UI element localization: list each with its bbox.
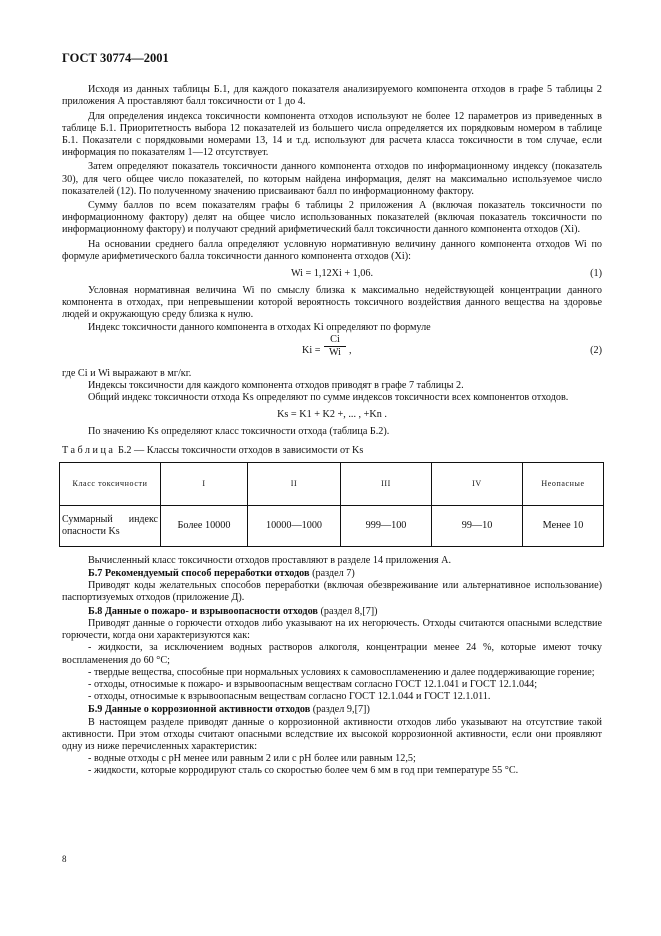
document-header: ГОСТ 30774—2001 (62, 51, 169, 65)
page-content (62, 52, 602, 778)
paragraph-8: где Ci и Wi выражают в мг/кг. (62, 367, 192, 379)
section-b9-title: Б.9 Данные о коррозионной активности отходов (88, 704, 311, 716)
table-header-cell: III (341, 462, 432, 505)
section-b8-ref: (раздел 8,[7]) (320, 605, 378, 617)
table-cell: 99—10 (432, 505, 523, 546)
paragraph-15: В настоящем разделе приводят данные о коррозионной активности отходов либо указывают на отсутствие такой активности. При этом отходы считают опасными вследствие их высокой коррозионной активности, если они проявляют одну из ниже перечисленных характеристик: (62, 716, 602, 752)
table-header-cell: II (248, 462, 341, 505)
table-header-cell: IV (432, 462, 523, 505)
formula-1-number: (1) (590, 268, 602, 280)
list-item: - твердые вещества, способные при нормальных условиях к самовоспламенению и далее поддерживающие горение; (88, 666, 595, 678)
list-item: - отходы, относимые к взрывоопасным веществам согласно ГОСТ 12.1.044 и ГОСТ 12.1.011. (88, 691, 491, 703)
paragraph-7: Индекс токсичности данного компонента в отходах Ki определяют по формуле (88, 321, 431, 333)
paragraph-5: На основании среднего балла определяют условную нормативную величину данного компонента отходов Wi по формуле арифметического балла токсичности данного компонента отходов (Xi): (62, 238, 602, 262)
table-row (60, 505, 604, 546)
table-caption-text: Б.2 — Классы токсичности отходов в зависимости от Ks (117, 444, 364, 456)
formula-1-expression: Wi = 1,12Xi + 1,06. (290, 268, 374, 280)
paragraph-11: По значению Ks определяют класс токсичности отхода (таблица Б.2). (88, 426, 390, 438)
section-b9-ref: (раздел 9,[7]) (312, 704, 370, 716)
list-item: - водные отходы с pH менее или равным 2 или с pH более или равным 12,5; (88, 753, 416, 765)
table-caption-prefix: Таблица (62, 444, 116, 456)
table-header-cell: I (161, 462, 248, 505)
list-item: - отходы, относимые к пожаро- и взрывоопасным веществам согласно ГОСТ 12.1.041 и ГОСТ 12.1.044; (88, 678, 538, 690)
paragraph-6: Условная нормативная величина Wi по смыслу близка к максимально недействующей концентрации данного компонента в отходах, при непревышении которой вероятность токсичного воздействия данного вещества на здоровье людей и окружающую среду близка к нулю. (62, 285, 602, 321)
table-cell: Суммарный индекс опасности Ks (60, 505, 161, 546)
section-b8-heading (62, 606, 602, 618)
section-b7-ref: (раздел 7) (312, 568, 355, 580)
formula-2 (62, 334, 602, 368)
section-b9-heading (62, 704, 602, 716)
table-header-cell: Класс токсичности (60, 462, 161, 505)
paragraph-2: Для определения индекса токсичности компонента отходов используют не более 12 параметров из приведенных в таблице Б.1. Приоритетность выбора 12 показателей из большего числа определяется их порядковым номером в таблице Б.1. Показатели с порядковыми номерами 13, 14 и т.д. используют для расчета класса токсичности в том случае, если информация по показателям 1—12 отсутствует. (62, 110, 602, 159)
formula-3-expression: Ks = K1 + K2 +, ... , +Kn . (277, 409, 387, 421)
paragraph-4: Сумму баллов по всем показателям графы 6 таблицы 2 приложения А (включая показатель токсичности по информационному фактору) делят на общее число использованных показателей (включая показатель токсичности по информационному фактору) и получают средний арифметический балл токсичности данного компонента отходов (Xi). (62, 200, 602, 236)
formula-2-comma: , (349, 344, 352, 356)
section-b8-title: Б.8 Данные о пожаро- и взрывоопасности отходов (88, 605, 318, 617)
toxicity-class-table (59, 462, 604, 547)
paragraph-9: Индексы токсичности для каждого компонента отходов приводят в графе 7 таблицы 2. (88, 380, 464, 392)
table-caption (62, 445, 602, 457)
section-b7-heading (62, 568, 602, 580)
paragraph-12: Вычисленный класс токсичности отходов проставляют в разделе 14 приложения А. (88, 554, 451, 566)
formula-3 (62, 404, 602, 426)
paragraph-3: Затем определяют показатель токсичности данного компонента отходов по информационному индексу (показатель 30), для чего общее число показателей, по которым найдена информация, делят на максимально используемое число показателей (12). По полученному значению присваивают балл по информационному фактору. (62, 161, 602, 197)
paragraph-10: Общий индекс токсичности отхода Ks определяют по сумме индексов токсичности всех компонентов отходов. (88, 392, 569, 404)
paragraph-14: Приводят данные о горючести отходов либо указывают на их негорючесть. Отходы считаются опасными вследствие горючести, когда они характеризуются как: (62, 617, 602, 642)
table-cell: Более 10000 (161, 505, 248, 546)
page-number: 8 (62, 854, 67, 864)
paragraph-1: Исходя из данных таблицы Б.1, для каждого показателя анализируемого компонента отходов в графе 5 таблицы 2 приложения А проставляют балл токсичности от 1 до 4. (62, 84, 602, 108)
section-b7-title: Б.7 Рекомендуемый способ переработки отходов (88, 568, 310, 580)
list-item: - жидкости, которые корродируют сталь со скоростью более чем 6 мм в год при температуре 55 °С. (88, 765, 519, 777)
formula-2-denominator: Wi (328, 347, 342, 359)
table-cell: 999—100 (341, 505, 432, 546)
formula-1 (62, 263, 602, 285)
formula-2-numerator: Ci (324, 334, 346, 347)
list-item: - жидкости, за исключением водных растворов алкоголя, концентрации менее 24 %, которые имеют точку воспламенения до 60 °С; (62, 642, 602, 666)
formula-2-number: (2) (590, 344, 602, 356)
table-cell: Менее 10 (523, 505, 604, 546)
paragraph-13: Приводят коды желательных способов переработки (включая обезвреживание или альтернативное использование) паспортизуемых отходов (приложение Д). (62, 580, 602, 604)
formula-2-lhs: Ki = (302, 344, 321, 356)
table-header-row (60, 462, 604, 505)
table-cell: 10000—1000 (248, 505, 341, 546)
formula-2-fraction (324, 334, 346, 359)
table-header-cell: Неопасные (523, 462, 604, 505)
